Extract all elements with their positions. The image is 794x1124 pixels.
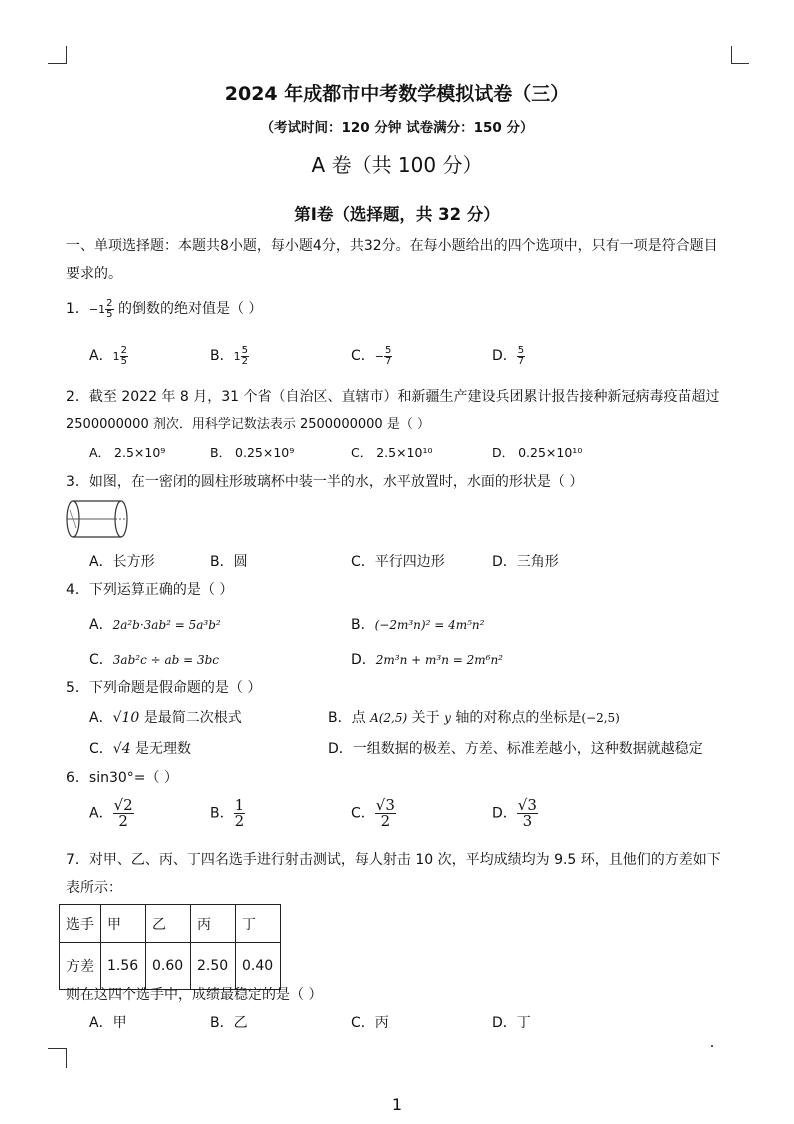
section-1-heading: 第Ⅰ卷（选择题，共 32 分） [294, 205, 500, 224]
table-cell: 方差 [60, 943, 101, 990]
q1-text: 的倒数的绝对值是（ ） [117, 301, 263, 317]
q5-option-a [89, 707, 242, 727]
crop-mark-bottom-left [48, 1048, 66, 1049]
exam-title: 2024 年成都市中考数学模拟试卷（三） [224, 83, 570, 105]
q6-stem: 6．sin30°=（ ） [66, 770, 178, 786]
q7-line-2: 表所示： [66, 880, 122, 896]
q1-option-a [89, 345, 128, 367]
cylinder-figure [66, 498, 128, 540]
q5-b-mid: 关于 [407, 710, 445, 726]
q6-a-label: A． [89, 805, 113, 822]
section-a-heading: A 卷（共 100 分） [311, 153, 483, 177]
q7-option-d: D．丁 [492, 1015, 531, 1031]
crop-mark-top-right [731, 46, 732, 64]
q1-b-num: 5 [241, 344, 248, 356]
table-cell: 丁 [236, 905, 281, 943]
q6-c-num: √3 [375, 796, 395, 814]
q1-denominator: 5 [106, 308, 113, 320]
crop-mark-top-left [66, 46, 67, 64]
q1-numerator: 2 [106, 297, 113, 309]
q4-option-d [351, 649, 503, 669]
q3-option-c: C．平行四边形 [351, 554, 445, 570]
table-cell: 0.60 [146, 943, 191, 990]
table-cell: 丙 [191, 905, 236, 943]
q4-stem: 4．下列运算正确的是（ ） [66, 582, 234, 598]
q4-option-b [351, 614, 484, 634]
q5-b-text: 轴的对称点的坐标是 [450, 710, 582, 726]
q1-d-den: 7 [517, 355, 525, 367]
crop-mark-top-right [731, 63, 749, 64]
page-number: 1 [391, 1095, 403, 1114]
q6-option-d [492, 798, 538, 829]
q4-option-a [89, 614, 221, 634]
q1-number: 1． [66, 301, 89, 317]
q7-option-a: A．甲 [89, 1015, 127, 1031]
q6-option-a [89, 798, 134, 829]
q4-b-expr: (−2m³n)² = 4m⁵n² [374, 618, 485, 632]
q6-option-b [210, 798, 245, 829]
q4-c-expr: 3ab²c ÷ ab = 3bc [112, 653, 220, 667]
q2-option-a: A． 2.5×10⁹ [89, 445, 166, 460]
q3-option-b: B．圆 [210, 554, 248, 570]
q1-c-den: 7 [385, 355, 392, 367]
q5-b-label: B．点 [328, 710, 371, 726]
q3-option-a: A．长方形 [89, 554, 155, 570]
q1-stem [66, 298, 262, 320]
q5-c-label: C． [89, 741, 113, 757]
q2-option-d: D． 0.25×10¹⁰ [492, 445, 583, 460]
q4-option-c [89, 649, 219, 669]
table-cell: 2.50 [191, 943, 236, 990]
q4-c-label: C． [89, 652, 113, 668]
table-cell: 甲 [101, 905, 146, 943]
q6-a-den: 2 [118, 812, 128, 830]
q1-whole: −1 [88, 303, 106, 316]
crop-mark-top-left [48, 63, 66, 64]
q2-option-c: C． 2.5×10¹⁰ [351, 445, 433, 460]
q5-a-text: 是最简二次根式 [139, 710, 242, 726]
table-cell: 乙 [146, 905, 191, 943]
table-row [60, 905, 281, 943]
q3-option-d: D．三角形 [492, 554, 559, 570]
q5-a-label: A． [89, 710, 113, 726]
instructions-line-2: 要求的。 [66, 266, 122, 282]
q5-b-point: A(2,5) [370, 711, 408, 725]
speck [711, 1045, 713, 1047]
q4-d-label: D． [351, 652, 376, 668]
q1-option-c [351, 345, 392, 367]
q6-b-den: 2 [234, 812, 245, 830]
table-cell: 选手 [60, 905, 101, 943]
q5-option-b [328, 707, 620, 727]
q1-c-label: C． [351, 348, 375, 364]
q7-option-b: B．乙 [210, 1015, 248, 1031]
q7-stem-2: 则在这四个选手中，成绩最稳定的是（ ） [66, 987, 323, 1003]
q7-line-1: 7．对甲、乙、丙、丁四名选手进行射击测试，每人射击 10 次，平均成绩均为 9.5 环，且他们的方差如下 [66, 852, 721, 868]
q3-stem: 3．如图，在一密闭的圆柱形玻璃杯中装一半的水，水平放置时，水面的形状是（ ） [66, 474, 584, 490]
q5-option-d: D．一组数据的极差、方差、标准差越小，这种数据就越稳定 [328, 741, 703, 757]
q5-option-c [89, 738, 191, 758]
q1-fraction [105, 299, 113, 320]
q1-c-num: 5 [385, 344, 392, 356]
q6-d-label: D． [492, 805, 517, 822]
crop-mark-bottom-left [66, 1048, 67, 1068]
q7-option-c: C．丙 [351, 1015, 389, 1031]
q6-option-c [351, 798, 396, 829]
q6-b-label: B． [210, 805, 234, 822]
q2-line-2: 2500000000 剂次．用科学记数法表示 2500000000 是（ ） [66, 417, 430, 432]
q6-a-num: √2 [113, 796, 133, 814]
q1-c-sign: − [374, 350, 384, 363]
q6-b-num: 1 [234, 796, 245, 814]
variance-table [59, 904, 281, 990]
q2-option-b: B． 0.25×10⁹ [210, 445, 295, 460]
q5-c-text: 是无理数 [130, 741, 192, 757]
q5-a-root: √10 [112, 710, 140, 726]
q4-a-label: A． [89, 617, 113, 633]
q1-option-d [492, 345, 525, 367]
table-row [60, 943, 281, 990]
q1-b-whole: 1 [233, 350, 241, 363]
q6-d-den: 3 [522, 812, 533, 830]
q1-b-label: B． [210, 348, 234, 364]
q2-line-1: 2．截至 2022 年 8 月，31 个省（自治区、直辖市）和新疆生产建设兵团累计报告接种新冠病毒疫苗超过 [66, 389, 720, 405]
q6-d-num: √3 [517, 796, 537, 814]
q6-c-label: C． [351, 805, 375, 822]
q1-a-den: 5 [120, 355, 127, 367]
q4-d-expr: 2m³n + m³n = 2m⁶n² [375, 653, 503, 667]
q5-stem: 5．下列命题是假命题的是（ ） [66, 680, 262, 696]
q1-d-label: D． [492, 348, 517, 364]
q5-c-root: √4 [112, 741, 131, 757]
q4-b-label: B． [351, 617, 375, 633]
q6-c-den: 2 [380, 812, 391, 830]
q4-a-expr: 2a²b·3ab² = 5a³b² [112, 618, 221, 632]
exam-subtitle: （考试时间：120 分钟 试卷满分：150 分） [260, 120, 534, 136]
q1-d-num: 5 [517, 344, 525, 356]
q1-a-label: A． [89, 348, 113, 364]
instructions-line-1: 一、单项选择题：本题共8小题，每小题4分，共32分。在每小题给出的四个选项中，只有一项是符合题目 [66, 238, 718, 254]
q5-b-coord: (−2,5) [581, 711, 620, 725]
q5-b-axis: y [444, 711, 451, 725]
q1-b-den: 2 [241, 355, 248, 367]
q1-a-num: 2 [120, 344, 127, 356]
q1-a-whole: 1 [112, 350, 120, 363]
table-cell: 0.40 [236, 943, 281, 990]
q1-option-b [210, 345, 249, 367]
table-cell: 1.56 [101, 943, 146, 990]
